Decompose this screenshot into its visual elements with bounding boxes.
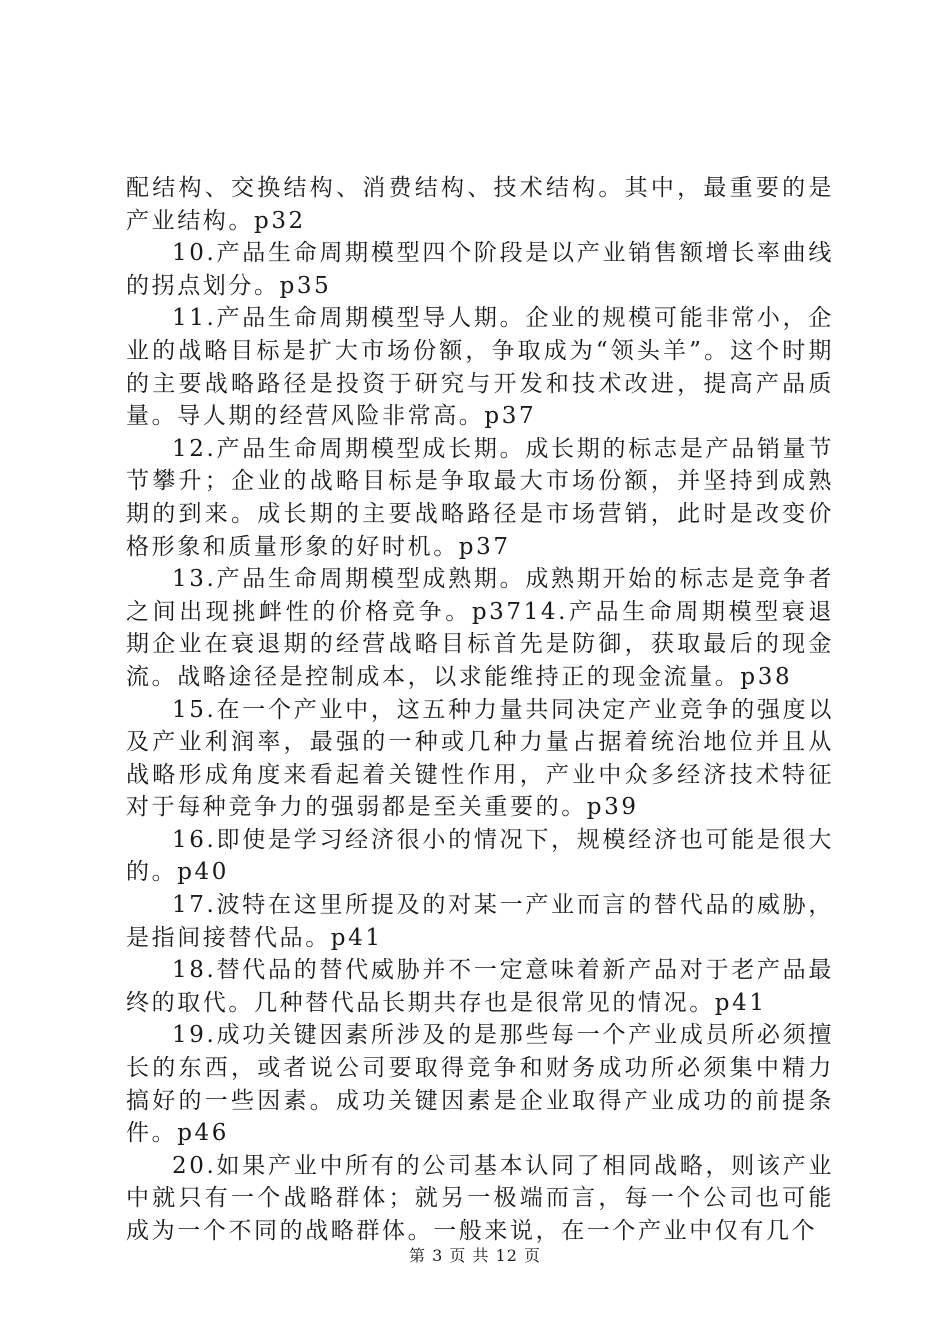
paragraph-item-10: 10.产品生命周期模型四个阶段是以产业销售额增长率曲线的拐点划分。p35 xyxy=(126,240,834,299)
paragraph-item-12: 12.产品生命周期模型成长期。成长期的标志是产品销量节节攀升；企业的战略目标是争取最大市场份额，并坚持到成熟期的到来。成长期的主要战略路径是市场营销，此时是改变价格形象和质量形象的好时机。p37 xyxy=(126,435,834,560)
paragraph-item-11: 11.产品生命周期模型导人期。企业的规模可能非常小，企业的战略目标是扩大市场份额，争取成为“领头羊”。这个时期的主要战略路径是投资于研究与开发和技术改进，提高产品质量。导人期的经营风险非常高。p37 xyxy=(126,305,834,430)
paragraph-item-15: 15.在一个产业中，这五种力量共同决定产业竞争的强度以及产业利润率，最强的一种或几种力量占据着统治地位并且从战略形成角度来看起着关键性作用，产业中众多经济技术特征对于每种竞争力的强弱都是至关重要的。p39 xyxy=(126,696,834,821)
document-body xyxy=(126,172,834,1248)
page-number-footer: 第 3 页 共 12 页 xyxy=(409,1246,541,1265)
paragraph-item-17: 17.波特在这里所提及的对某一产业而言的替代品的威胁，是指间接替代品。p41 xyxy=(126,892,834,951)
paragraph-item-16: 16.即使是学习经济很小的情况下，规模经济也可能是很大的。p40 xyxy=(126,826,834,886)
paragraph-item-19: 19.成功关键因素所涉及的是那些每一个产业成员所必须擅长的东西，或者说公司要取得竞争和财务成功所必须集中精力搞好的一些因素。成功关键因素是企业取得产业成功的前提条件。p46 xyxy=(126,1022,834,1147)
paragraph-item-13-14: 13.产品生命周期模型成熟期。成熟期开始的标志是竞争者之间出现挑衅性的价格竞争。p3714.产品生命周期模型衰退期企业在衰退期的经营战略目标首先是防御，获取最后的现金流。战略途径是控制成本，以求能维持正的现金流量。p38 xyxy=(126,566,834,690)
paragraph-item-18: 18.替代品的替代威胁并不一定意味着新产品对于老产品最终的取代。几种替代品长期共存也是很常见的情况。p41 xyxy=(126,957,834,1016)
paragraph-item-20: 20.如果产业中所有的公司基本认同了相同战略，则该产业中就只有一个战略群体；就另一极端而言，每一个公司也可能成为一个不同的战略群体。一般来说，在一个产业中仅有几个 xyxy=(126,1152,834,1244)
paragraph-continuation: 配结构、交换结构、消费结构、技术结构。其中，最重要的是产业结构。p32 xyxy=(126,175,834,234)
